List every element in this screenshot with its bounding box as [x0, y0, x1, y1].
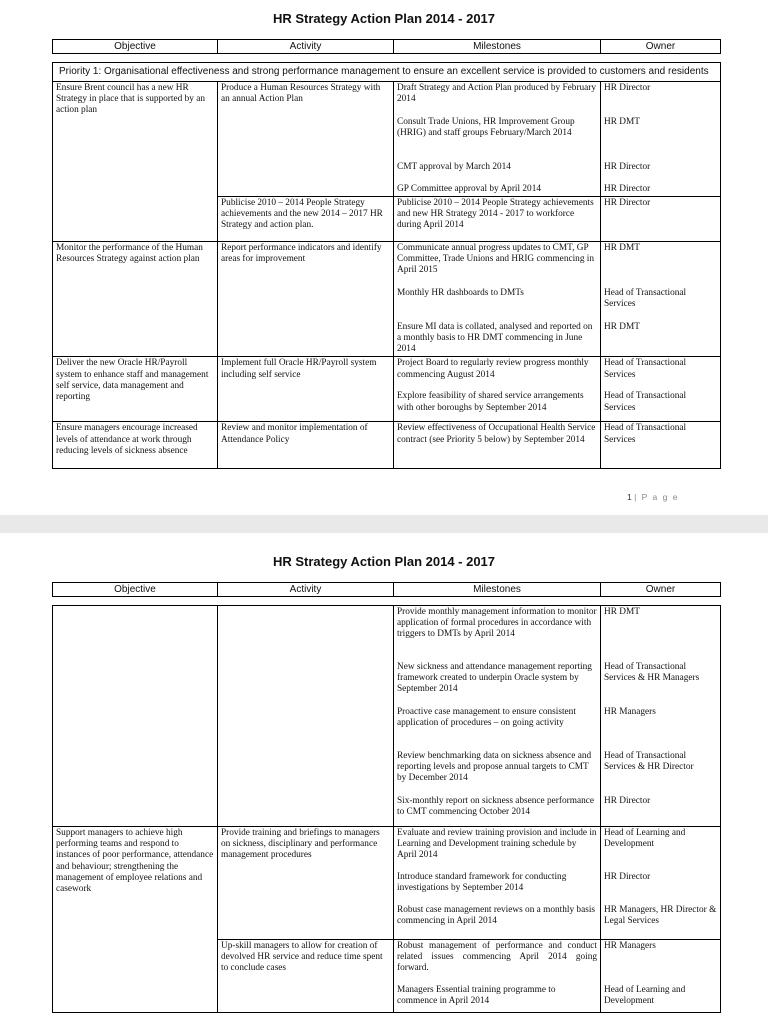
milestone: Robust case management reviews on a monthly basis commencing in April 2014: [397, 905, 596, 927]
header-milestones: Milestones: [394, 583, 601, 597]
owner: HR Director: [604, 161, 651, 172]
table-row: [53, 422, 721, 469]
objective-cell: Monitor the performance of the Human Resources Strategy against action plan: [53, 241, 218, 357]
milestone: Introduce standard framework for conducting investigations by September 2014: [397, 872, 567, 894]
owner: Head of Transactional Services & HR Managers: [604, 662, 700, 684]
activity-cell: Up-skill managers to allow for creation of devolved HR service and reduce time spent to conclude cases: [218, 940, 394, 1013]
header-objective: Objective: [53, 40, 218, 54]
page-number-label: | P a g e: [634, 492, 679, 502]
milestone: Proactive case management to ensure consistent application of procedures – on going activity: [397, 707, 576, 729]
owner-cell: [601, 196, 721, 241]
owner-cell: [601, 422, 721, 469]
header-activity: Activity: [218, 40, 394, 54]
milestones-cell: [394, 422, 601, 469]
action-plan-table: [52, 62, 721, 469]
table-row: [53, 357, 721, 422]
activity-cell: Report performance indicators and identify areas for improvement: [218, 241, 394, 357]
owner: HR Managers: [604, 707, 656, 717]
owner: Head of Learning and Development: [604, 985, 686, 1007]
header-milestones: Milestones: [394, 40, 601, 54]
objective-cell: Support managers to achieve high performing teams and respond to instances of poor performance, attendance and behaviour; strengthening the management of employee relations and casework: [53, 827, 218, 1013]
header-table: [52, 39, 721, 54]
milestone: Draft Strategy and Action Plan produced by February 2014: [397, 82, 597, 104]
objective-cell: Deliver the new Oracle HR/Payroll system to enhance staff and management self service, data management and reporting: [53, 357, 218, 422]
owner: HR Managers, HR Director & Legal Services: [604, 905, 717, 927]
milestone: Review effectiveness of Occupational Health Service contract (see Priority 5 below) by September 2014: [397, 423, 596, 445]
milestone: Explore feasibility of shared service arrangements with other boroughs by September 2014: [397, 391, 584, 413]
page-title: HR Strategy Action Plan 2014 - 2017: [272, 11, 496, 26]
activity-cell: Provide training and briefings to managers on sickness, disciplinary and performance management procedures: [218, 827, 394, 940]
owner: HR Director: [604, 82, 651, 93]
milestone: Publicise 2010 – 2014 People Strategy achievements and new HR Strategy 2014 - 2017 to workforce during April 2014: [397, 197, 594, 231]
milestones-cell: [394, 827, 601, 940]
milestone: GP Committee approval by April 2014: [397, 183, 542, 194]
owner: HR Managers: [604, 941, 656, 951]
owner: HR DMT: [604, 321, 640, 332]
owner-cell: [601, 241, 721, 357]
owner-cell: [601, 81, 721, 196]
owner: HR Director: [604, 197, 651, 208]
milestone: New sickness and attendance management reporting framework created to underpin Oracle system by September 2014: [397, 662, 592, 695]
milestone: Review benchmarking data on sickness absence and reporting levels and propose annual targets to CMT by December 2014: [397, 751, 592, 784]
milestones-cell: [394, 357, 601, 422]
milestone: Ensure MI data is collated, analysed and reported on a monthly basis to HR DMT commencing in June 2014: [397, 321, 593, 355]
activity-cell: Produce a Human Resources Strategy with an annual Action Plan: [218, 81, 394, 196]
milestone: Six-monthly report on sickness absence performance to CMT commencing October 2014: [397, 796, 594, 818]
page-number: [627, 492, 679, 502]
milestones-cell: [394, 606, 601, 827]
owner-cell: [601, 357, 721, 422]
action-plan-table: [52, 605, 721, 1013]
owner-cell: [601, 827, 721, 940]
priority-heading: Priority 1: Organisational effectiveness and strong performance management to ensure an excellent service is provided to customers and residents: [53, 63, 721, 82]
milestone: Provide monthly management information to monitor application of formal procedures in accordance with triggers to DMTs by April 2014: [397, 607, 597, 640]
owner: Head of Transactional Services: [604, 391, 687, 413]
objective-cell: Ensure Brent council has a new HR Strategy in place that is supported by an action plan: [53, 81, 218, 241]
milestones-cell: [394, 241, 601, 357]
owner: Head of Transactional Services & HR Director: [604, 751, 694, 773]
owner: HR DMT: [604, 116, 640, 127]
header-owner: Owner: [601, 583, 721, 597]
page-number-value: 1: [627, 492, 632, 502]
milestones-cell: [394, 196, 601, 241]
owner-cell: [601, 606, 721, 827]
owner: HR DMT: [604, 242, 640, 253]
objective-cell: Ensure managers encourage increased levels of attendance at work through reducing levels of sickness absence: [53, 422, 218, 469]
objective-cell: [53, 606, 218, 827]
owner: HR Director: [604, 872, 651, 882]
milestone: Managers Essential training programme to commence in April 2014: [397, 985, 556, 1007]
header-table: [52, 582, 721, 597]
milestones-cell: [394, 81, 601, 196]
milestone: Evaluate and review training provision and include in Learning and Development training schedule by April 2014: [397, 828, 597, 861]
milestone: Communicate annual progress updates to CMT, GP Committee, Trade Unions and HRIG commencing in April 2015: [397, 242, 595, 276]
activity-cell: [218, 606, 394, 827]
milestones-cell: [394, 940, 601, 1013]
table-row: [53, 241, 721, 357]
header-owner: Owner: [601, 40, 721, 54]
activity-cell: Implement full Oracle HR/Payroll system including self service: [218, 357, 394, 422]
activity-cell: Review and monitor implementation of Attendance Policy: [218, 422, 394, 469]
milestone: Consult Trade Unions, HR Improvement Group (HRIG) and staff groups February/March 2014: [397, 116, 575, 138]
milestone: Monthly HR dashboards to DMTs: [397, 287, 524, 298]
milestone: Project Board to regularly review progress monthly commencing August 2014: [397, 358, 589, 380]
table-row: [53, 827, 721, 940]
header-activity: Activity: [218, 583, 394, 597]
table-row: [53, 606, 721, 827]
document-page-2: [0, 533, 768, 1024]
owner: HR DMT: [604, 607, 640, 617]
owner-cell: [601, 940, 721, 1013]
owner: HR Director: [604, 796, 651, 806]
table-row: [53, 81, 721, 196]
owner: Head of Transactional Services: [604, 423, 687, 445]
owner: Head of Learning and Development: [604, 828, 686, 850]
milestone: CMT approval by March 2014: [397, 161, 511, 172]
header-objective: Objective: [53, 583, 218, 597]
owner: Head of Transactional Services: [604, 287, 687, 309]
page-title: HR Strategy Action Plan 2014 - 2017: [272, 554, 496, 569]
owner: HR Director: [604, 183, 651, 194]
activity-cell: Publicise 2010 – 2014 People Strategy achievements and the new 2014 – 2017 HR Strategy and action plan.: [218, 196, 394, 241]
milestone: Robust management of performance and conduct related issues commencing April 2014 going forward.: [397, 941, 597, 974]
owner: Head of Transactional Services: [604, 358, 687, 380]
